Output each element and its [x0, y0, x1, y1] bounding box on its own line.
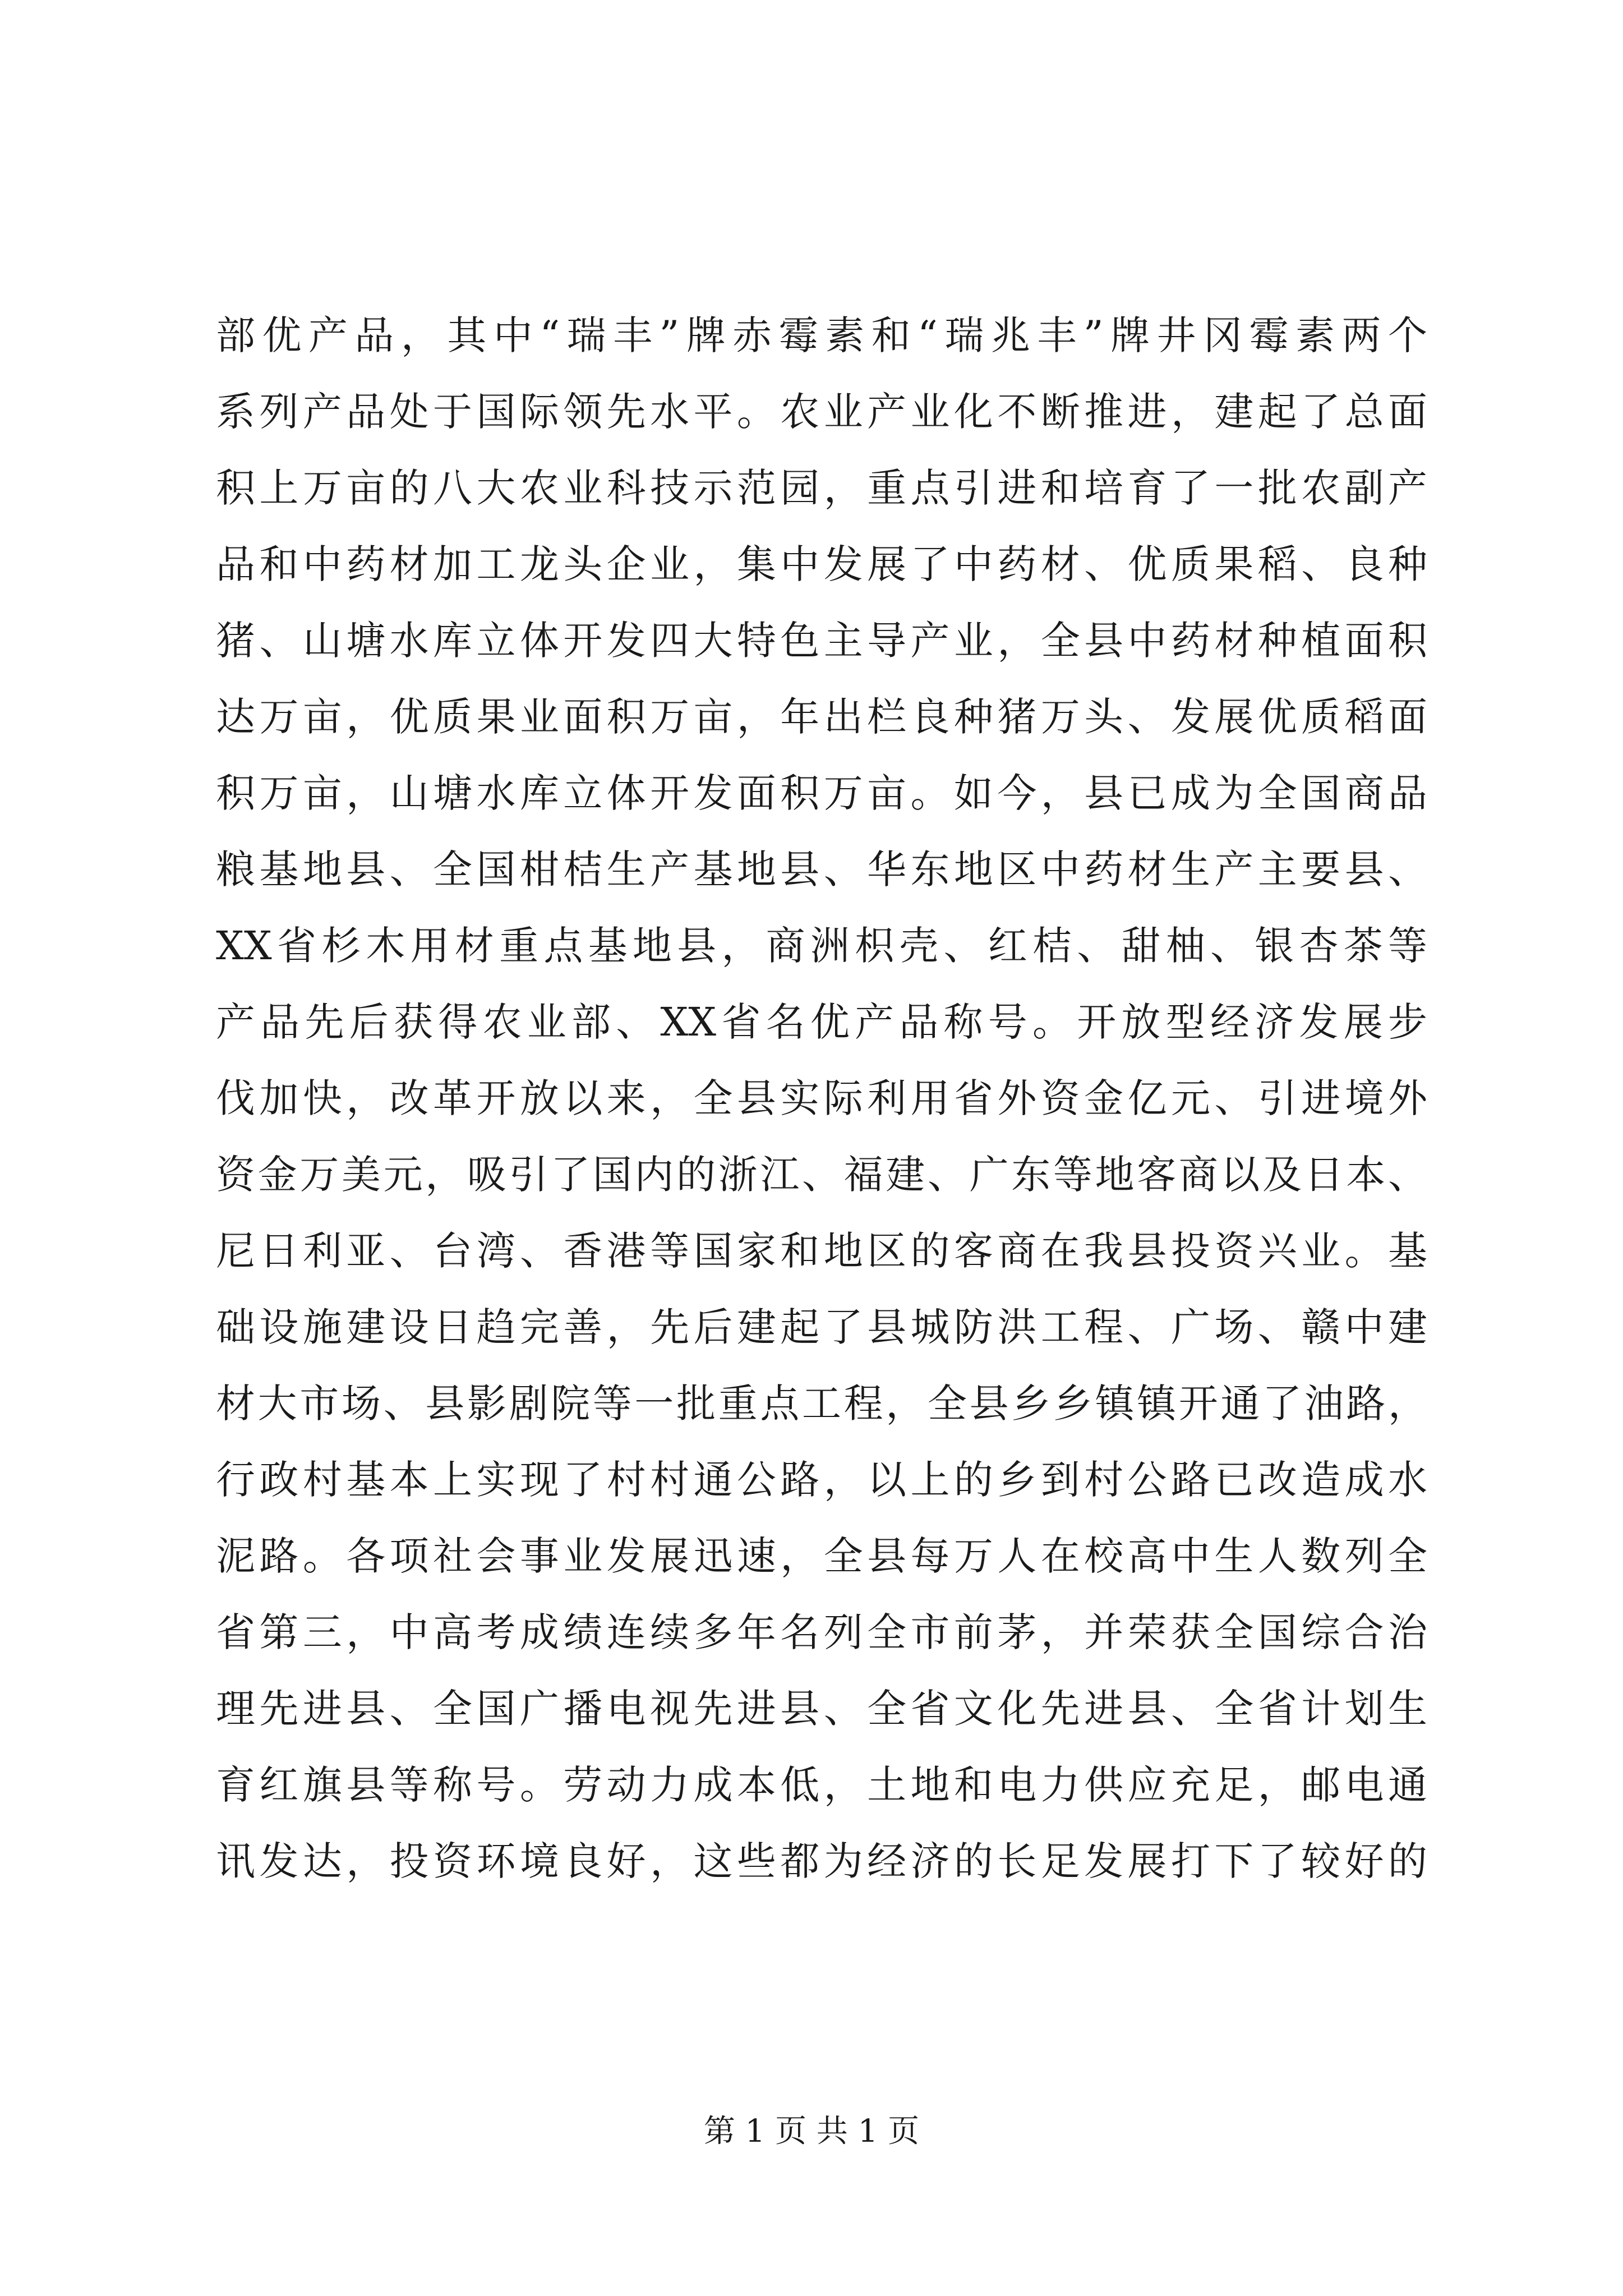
text-line: 理先进县、全国广播电视先进县、全省文化先进县、全省计划生: [216, 1686, 1427, 1732]
page-number-footer: 第 1 页 共 1 页: [703, 2113, 920, 2150]
text-line: 积万亩，山塘水库立体开发面积万亩。如今，县已成为全国商品: [216, 770, 1427, 816]
text-line: 省第三，中高考成绩连续多年名列全市前茅，并荣获全国综合治: [216, 1609, 1427, 1655]
body-paragraph: [216, 297, 1427, 1899]
text-line: 粮基地县、全国柑桔生产基地县、华东地区中药材生产主要县、: [216, 846, 1427, 892]
text-line: 讯发达，投资环境良好，这些都为经济的长足发展打下了较好的: [216, 1838, 1427, 1884]
text-line: 达万亩，优质果业面积万亩，年出栏良种猪万头、发展优质稻面: [216, 694, 1427, 740]
text-line: 积上万亩的八大农业科技示范园，重点引进和培育了一批农副产: [216, 465, 1427, 511]
text-line: 产品先后获得农业部、XX省名优产品称号。开放型经济发展步: [216, 999, 1427, 1045]
text-line: 猪、山塘水库立体开发四大特色主导产业，全县中药材种植面积: [216, 618, 1427, 664]
text-line: 伐加快，改革开放以来，全县实际利用省外资金亿元、引进境外: [216, 1075, 1427, 1121]
text-line: 尼日利亚、台湾、香港等国家和地区的客商在我县投资兴业。基: [216, 1228, 1427, 1274]
text-line: 资金万美元，吸引了国内的浙江、福建、广东等地客商以及日本、: [216, 1152, 1427, 1198]
text-line: 部优产品，其中“瑞丰”牌赤霉素和“瑞兆丰”牌井冈霉素两个: [216, 312, 1427, 358]
text-line: 行政村基本上实现了村村通公路，以上的乡到村公路已改造成水: [216, 1457, 1427, 1503]
text-line: 系列产品处于国际领先水平。农业产业化不断推进，建起了总面: [216, 389, 1427, 435]
text-line: 础设施建设日趋完善，先后建起了县城防洪工程、广场、赣中建: [216, 1304, 1427, 1350]
text-line: XX省杉木用材重点基地县，商洲枳壳、红桔、甜柚、银杏茶等: [216, 923, 1427, 969]
text-line: 育红旗县等称号。劳动力成本低，土地和电力供应充足，邮电通: [216, 1762, 1427, 1808]
text-line: 材大市场、县影剧院等一批重点工程，全县乡乡镇镇开通了油路，: [216, 1381, 1427, 1427]
text-line: 泥路。各项社会事业发展迅速，全县每万人在校高中生人数列全: [216, 1533, 1427, 1579]
text-line: 品和中药材加工龙头企业，集中发展了中药材、优质果稻、良种: [216, 541, 1427, 587]
